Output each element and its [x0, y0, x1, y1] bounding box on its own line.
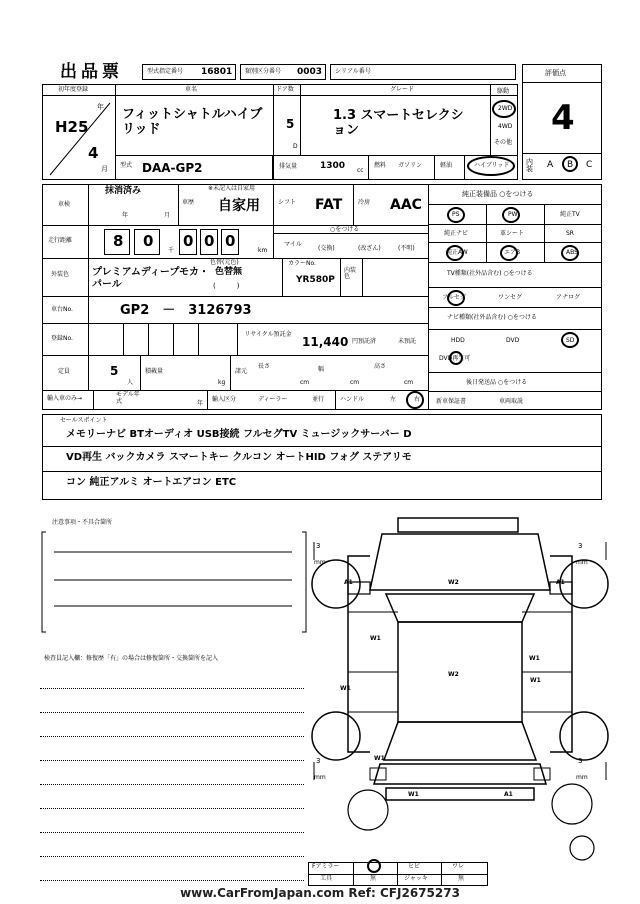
sales-line-3: コン 純正アルミ オートエアコン ETC — [66, 477, 237, 488]
mark-fr-wheel: A1 — [556, 579, 565, 586]
handle-right-circle — [406, 391, 424, 409]
abs-circle — [561, 245, 579, 261]
car-name: フィットシャトルハイブリッド — [122, 107, 263, 137]
shift-value: FAT — [315, 197, 343, 213]
mark-left-front-door: W1 — [370, 635, 381, 642]
mark-right-front-door: W1 — [529, 655, 540, 662]
history-value: 自家用 — [218, 198, 260, 214]
mark-roof: W2 — [448, 671, 459, 678]
ps-circle — [447, 207, 465, 223]
mileage-digit-5: 0 — [225, 232, 236, 250]
displacement-value: 1300 — [320, 161, 346, 171]
recycle-value: 11,440 — [302, 335, 349, 349]
mark-left-rear: W1 — [374, 755, 385, 762]
tread-rr: 3 — [578, 757, 583, 765]
mark-left-sill: W1 — [340, 685, 351, 692]
serial-number-field: シリアル番号 — [330, 64, 516, 80]
tread-fr: 3 — [578, 542, 583, 550]
sales-line-1: メモリーナビ BTオーディオ USB接続 フルセグTV ミュージックサーバー D — [66, 429, 412, 440]
mileage-digit-1: 8 — [113, 232, 124, 250]
notes-bracket — [40, 528, 310, 638]
fullseg-circle — [447, 290, 465, 306]
sheet-title: 出品票 — [60, 62, 123, 82]
alloy-wheel-circle — [446, 245, 464, 261]
dvd-play-circle — [449, 351, 463, 365]
capacity-value: 5 — [110, 364, 119, 378]
grade-value: 1.3 スマートセレクション — [333, 108, 464, 138]
inspection-value: 抹消済み — [105, 186, 142, 196]
mark-rear-bumper-right: A1 — [504, 791, 513, 798]
drive-2wd-circle — [492, 100, 516, 118]
pw-circle — [502, 207, 520, 223]
mileage-digit-2: 0 — [143, 232, 154, 250]
color-code: YR580P — [296, 275, 335, 285]
score-value: 4 — [551, 98, 575, 138]
mileage-digit-3: 0 — [183, 232, 194, 250]
interior-b-circle — [562, 156, 578, 172]
ac-value: AAC — [390, 197, 422, 213]
mark-right-rear-door: W1 — [530, 677, 541, 684]
airbag-circle — [500, 245, 518, 261]
tread-fl: 3 — [316, 542, 321, 550]
legend-mirror-circle — [367, 859, 381, 873]
chassis-number: GP2 － 3126793 — [120, 303, 252, 318]
sales-line-2: VD再生 バックカメラ スマートキー クルコン オートHID フォグ ステアリモ — [66, 452, 412, 463]
type-number-field: 型式指定番号 16801 — [142, 64, 236, 80]
sd-circle — [561, 332, 579, 348]
reg-era: H25 — [55, 118, 89, 136]
color-value: プレミアムディープモカ・パール — [92, 267, 209, 290]
doors-value: 5 — [286, 117, 295, 131]
tread-rl: 3 — [316, 757, 321, 765]
footer-reference: www.CarFromJapan.com Ref: CFJ2675273 — [0, 887, 640, 899]
score-box: 評価点 4 内装 A B C — [522, 64, 602, 180]
car-model: DAA-GP2 — [142, 161, 203, 175]
mark-fl-wheel: A1 — [344, 579, 353, 586]
mileage-digit-4: 0 — [204, 232, 215, 250]
reg-month: 4 — [88, 144, 99, 162]
mark-hood: W2 — [448, 579, 459, 586]
hybrid-circle — [467, 156, 515, 176]
class-number-field: 類別区分番号 0003 — [240, 64, 326, 80]
mark-rear-bumper-left: W1 — [408, 791, 419, 798]
